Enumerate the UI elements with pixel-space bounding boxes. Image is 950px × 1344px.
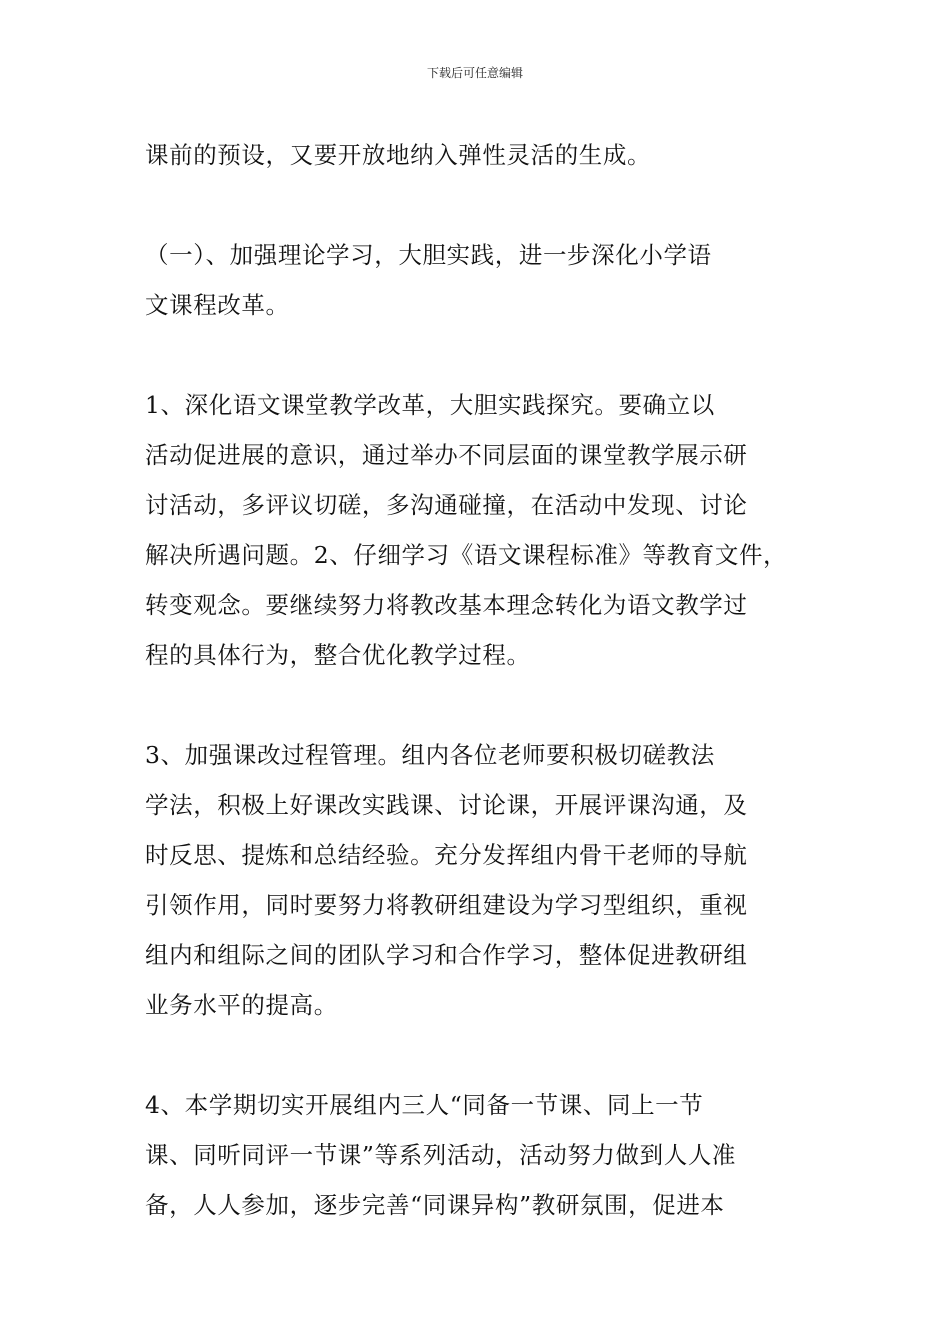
paragraph-gap: [145, 180, 810, 230]
document-body: [145, 130, 810, 1230]
text-line: （一）、加强理论学习，大胆实践，进一步深化小学语: [145, 241, 712, 269]
text-line: 1、深化语文课堂教学改革，大胆实践探究。要确立以: [145, 391, 715, 419]
text-line: 组内和组际之间的团队学习和合作学习，整体促进教研组: [145, 941, 748, 969]
text-line: 学法，积极上好课改实践课、讨论课，开展评课沟通，及: [145, 791, 748, 819]
text-line: 课前的预设，又要开放地纳入弹性灵活的生成。: [145, 141, 652, 169]
text-line: 文课程改革。: [145, 291, 290, 319]
paragraph-gap: [145, 330, 810, 380]
page-header: 下载后可任意编辑: [426, 66, 523, 80]
text-line: 课、同听同评一节课”等系列活动，活动努力做到人人准: [145, 1141, 737, 1169]
paragraph-4: [145, 730, 810, 1030]
text-line: 备，人人参加，逐步完善“同课异构”教研氛围，促进本: [145, 1191, 725, 1219]
text-line: 4、本学期切实开展组内三人“同备一节课、同上一节: [145, 1091, 704, 1119]
paragraph-gap: [145, 680, 810, 730]
paragraph-5: [145, 1080, 810, 1230]
text-line: 业务水平的提高。: [145, 991, 338, 1019]
text-line: 程的具体行为，整合优化教学过程。: [145, 641, 531, 669]
text-line: 讨活动，多评议切磋，多沟通碰撞，在活动中发现、讨论: [145, 491, 748, 519]
text-line: 活动促进展的意识，通过举办不同层面的课堂教学展示研: [145, 441, 748, 469]
text-line: 转变观念。要继续努力将教改基本理念转化为语文教学过: [145, 591, 748, 619]
text-line: 时反思、提炼和总结经验。充分发挥组内骨干老师的导航: [145, 841, 748, 869]
text-line: 解决所遇问题。2、仔细学习《语文课程标准》等教育文件，: [145, 541, 788, 569]
paragraph-gap: [145, 1030, 810, 1080]
paragraph-1: [145, 130, 810, 180]
text-line: 3、加强课改过程管理。组内各位老师要积极切磋教法: [145, 741, 715, 769]
paragraph-3: [145, 380, 810, 680]
paragraph-2: [145, 230, 810, 330]
text-line: 引领作用，同时要努力将教研组建设为学习型组织，重视: [145, 891, 748, 919]
